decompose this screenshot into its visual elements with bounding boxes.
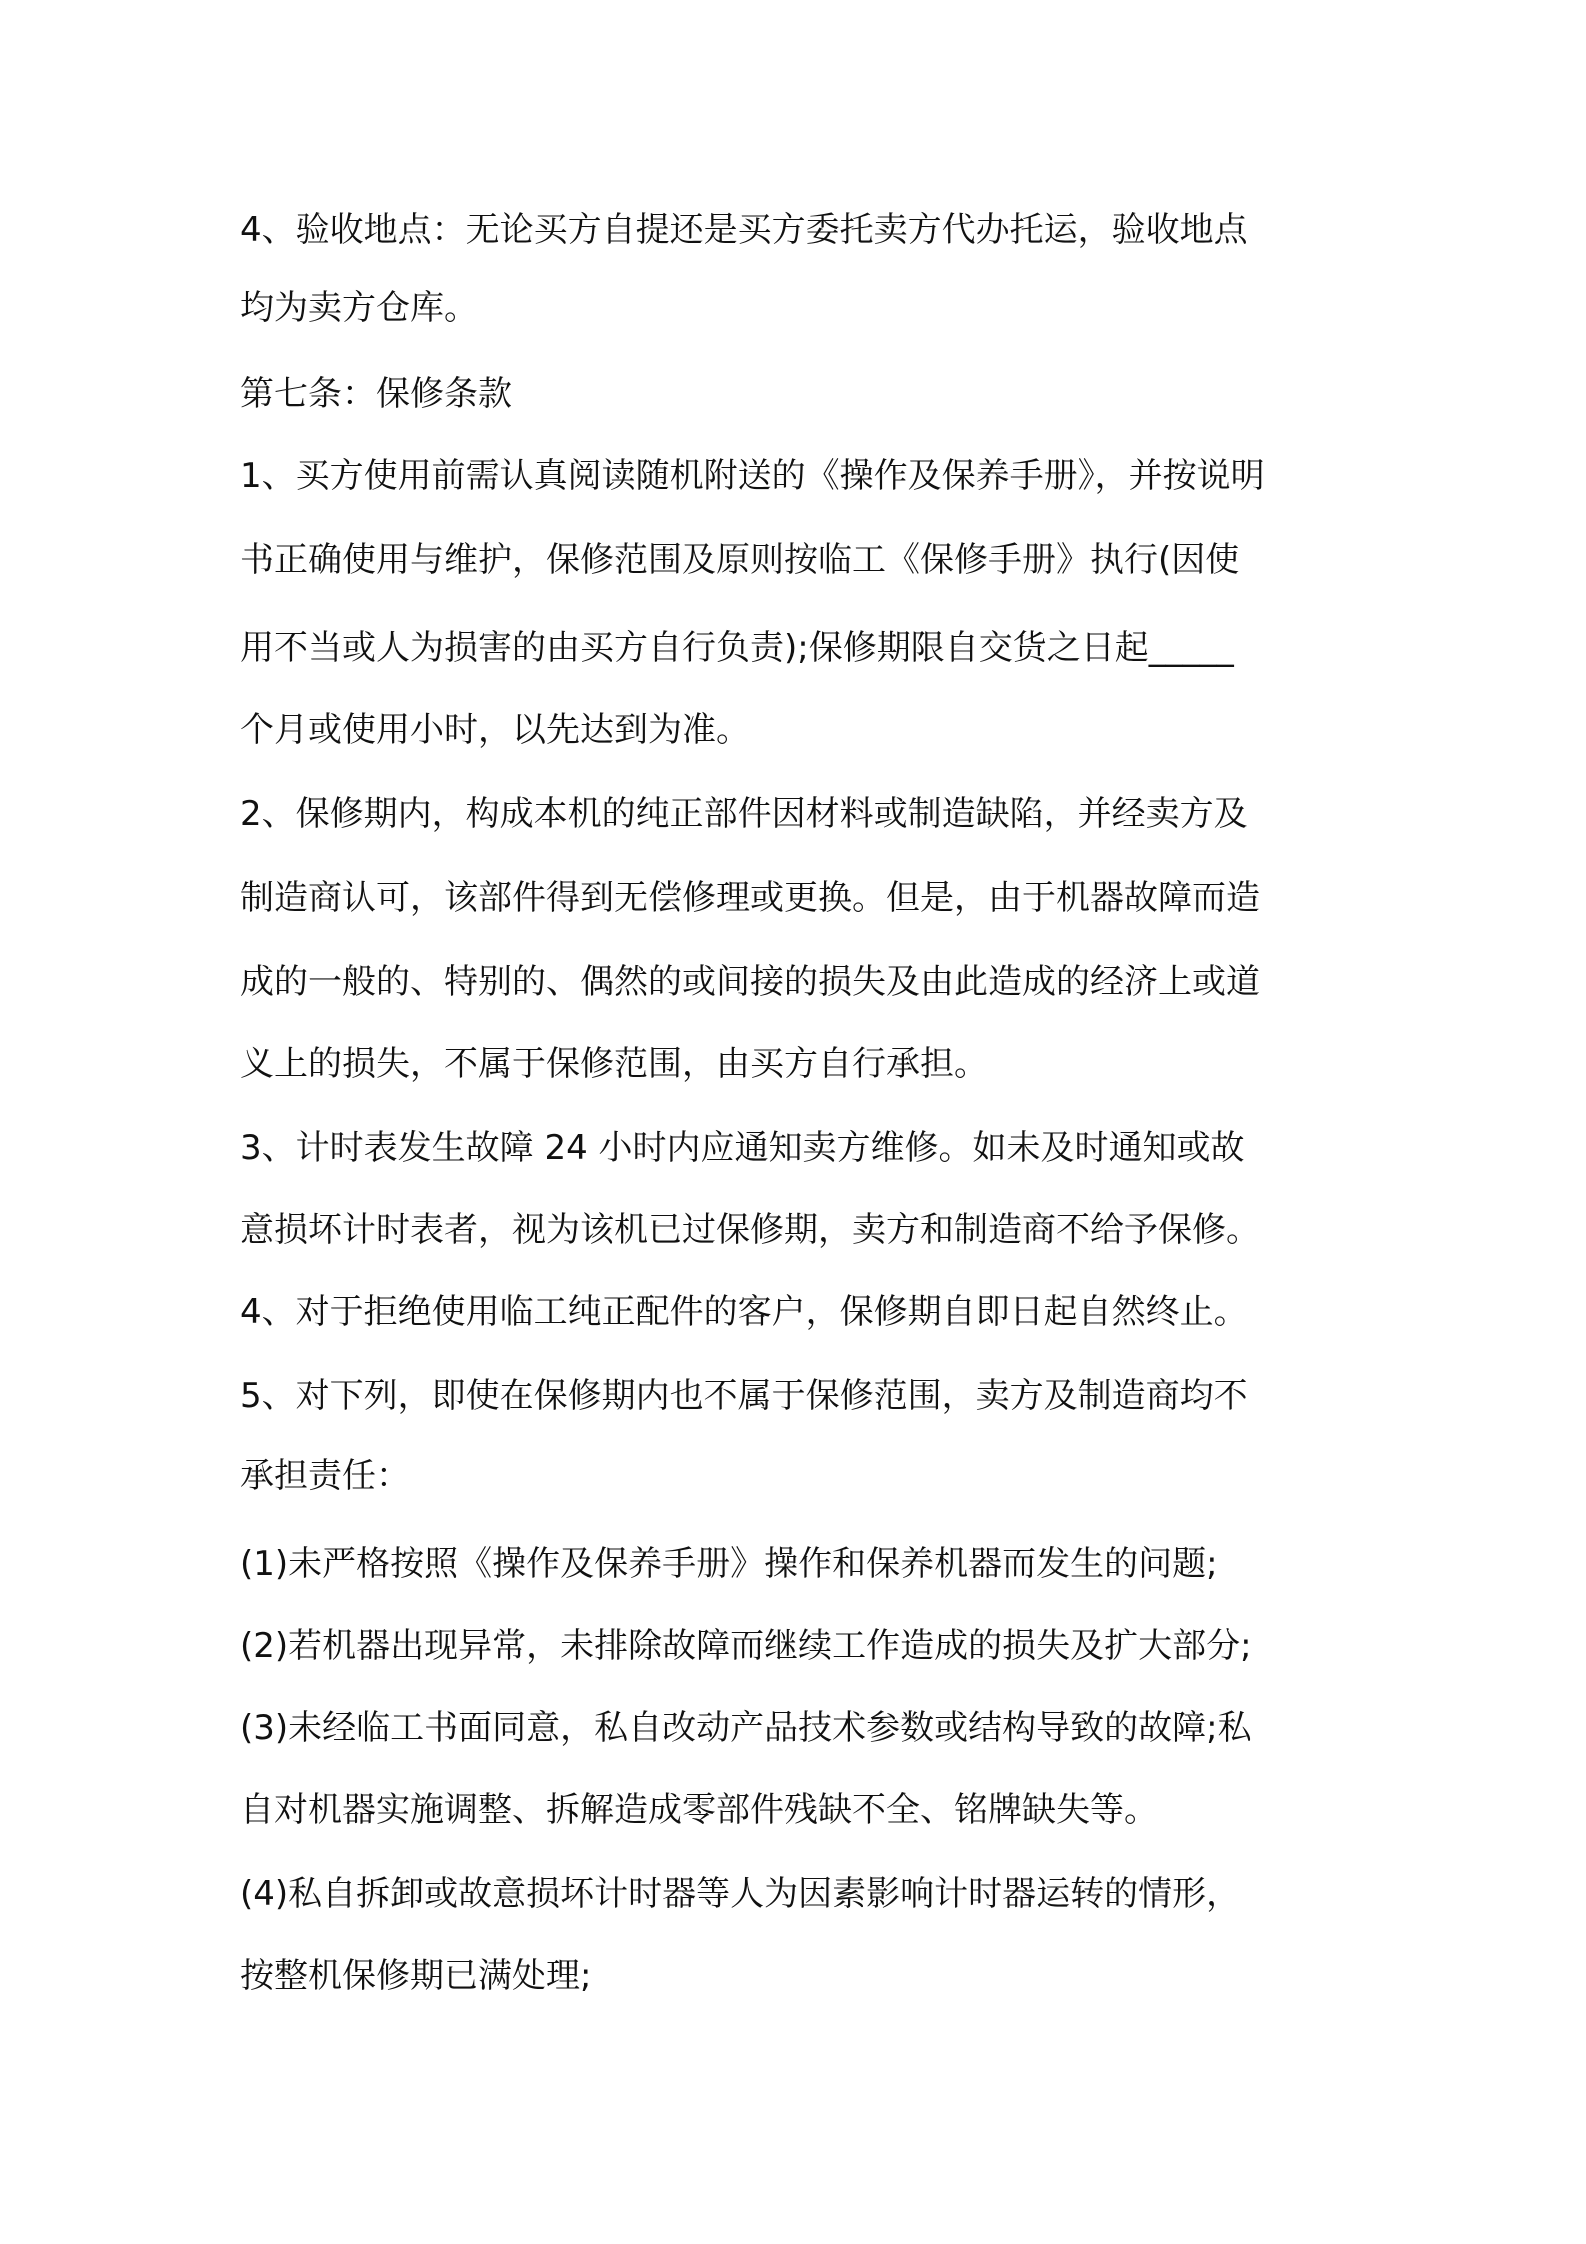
text-line: 4、对于拒绝使用临工纯正配件的客户，保修期自即日起自然终止。 [240,1292,1248,1332]
text-line: 成的一般的、特别的、偶然的或间接的损失及由此造成的经济上或道 [240,962,1260,1002]
text-line: 制造商认可，该部件得到无偿修理或更换。但是，由于机器故障而造 [240,878,1260,918]
text-line: 用不当或人为损害的由买方自行负责);保修期限自交货之日起_____ [240,628,1234,668]
list-item: (3)未经临工书面同意，私自改动产品技术参数或结构导致的故障;私 [240,1708,1252,1748]
text-line: 书正确使用与维护，保修范围及原则按临工《保修手册》执行(因使 [240,540,1240,580]
list-item: (1)未严格按照《操作及保养手册》操作和保养机器而发生的问题; [240,1544,1218,1584]
text-line: 2、保修期内，构成本机的纯正部件因材料或制造缺陷，并经卖方及 [240,794,1248,834]
list-item: 自对机器实施调整、拆解造成零部件残缺不全、铭牌缺失等。 [240,1790,1158,1830]
section-heading: 第七条：保修条款 [240,374,512,414]
list-item: (4)私自拆卸或故意损坏计时器等人为因素影响计时器运转的情形， [240,1874,1241,1914]
text-line: 3、计时表发生故障 24 小时内应通知卖方维修。如未及时通知或故 [240,1128,1245,1168]
list-item: 按整机保修期已满处理; [240,1956,592,1996]
text-line: 4、验收地点：无论买方自提还是买方委托卖方代办托运，验收地点 [240,210,1248,250]
text-line: 5、对下列，即使在保修期内也不属于保修范围，卖方及制造商均不 [240,1376,1248,1416]
text-line: 均为卖方仓库。 [240,288,478,328]
text-line: 1、买方使用前需认真阅读随机附送的《操作及保养手册》，并按说明 [240,456,1265,496]
list-item: (2)若机器出现异常，未排除故障而继续工作造成的损失及扩大部分; [240,1626,1252,1666]
text-line: 承担责任： [240,1456,410,1496]
text-line: 意损坏计时表者，视为该机已过保修期，卖方和制造商不给予保修。 [240,1210,1260,1250]
text-line: 义上的损失，不属于保修范围，由买方自行承担。 [240,1044,988,1084]
text-line: 个月或使用小时，以先达到为准。 [240,710,750,750]
